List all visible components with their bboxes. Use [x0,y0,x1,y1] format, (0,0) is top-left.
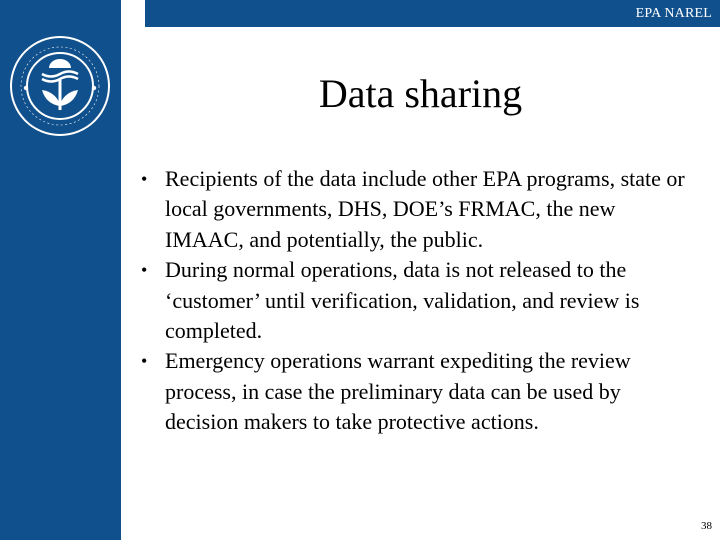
epa-seal-icon [8,34,112,138]
bullet-list [141,164,695,438]
header-bar [145,0,720,27]
bullet-item [141,255,695,346]
epa-seal-logo [8,34,112,138]
bullet-marker: • [141,260,148,281]
bullet-text: Emergency operations warrant expediting the review process, in case the preliminary data can be used by decision makers to take protective actions. [165,348,631,435]
bullet-text: Recipients of the data include other EPA programs, state or local governments, DHS, DOE’s FRMAC, the new IMAAC, and potentially, the public. [165,166,685,252]
bullet-item [141,164,695,255]
slide-title: Data sharing [318,71,523,116]
bullet-text: During normal operations, data is not released to the ‘customer’ until verification, validation, and review is completed. [165,257,640,344]
bullet-item [141,346,695,437]
header-label: EPA NAREL [635,6,712,21]
bullet-marker: • [141,351,148,372]
page-number: 38 [701,520,712,532]
bullet-marker: • [141,169,148,189]
